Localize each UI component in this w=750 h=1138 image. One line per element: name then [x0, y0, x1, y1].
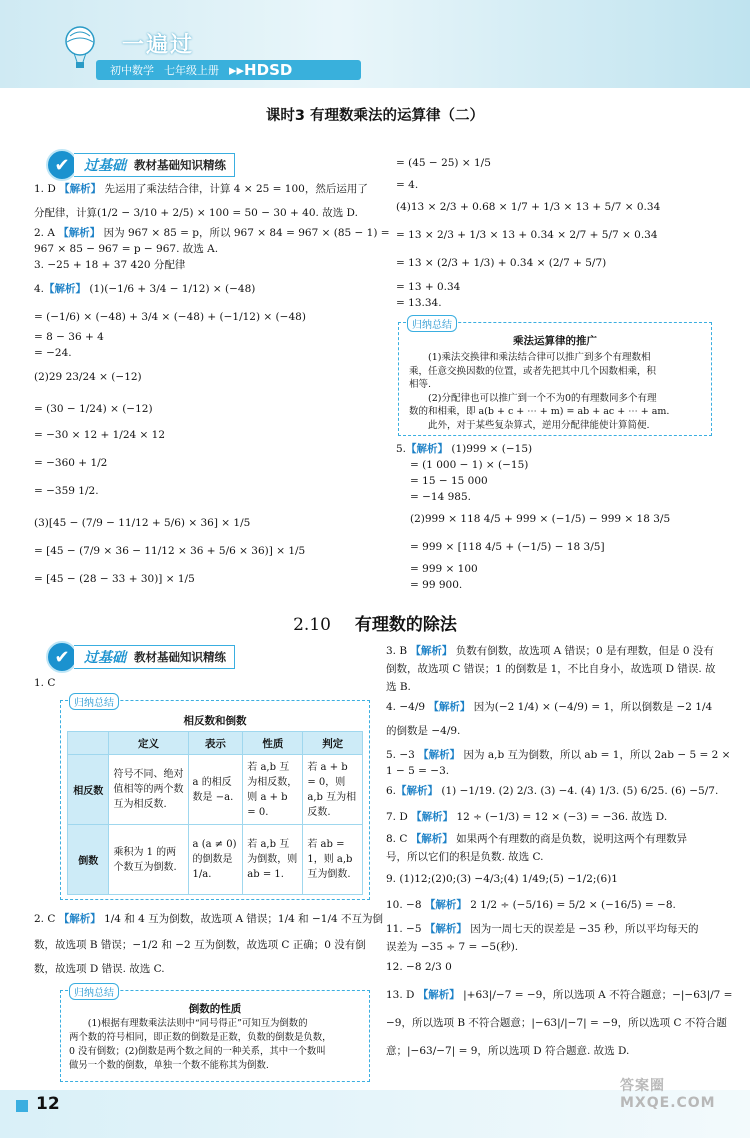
summary-box — [60, 990, 370, 1082]
analysis-tag: 【解析】 — [417, 989, 460, 1001]
answer-line: 5. −3 【解析】 因为 a,b 互为倒数，所以 ab = 1，所以 2ab − 5 = 2 × — [386, 749, 731, 761]
checkmark-icon: ✔ — [46, 149, 78, 181]
answer-line: = (45 − 25) × 1/5 — [396, 157, 491, 169]
answer-line: (2)999 × 118 4/5 + 999 × (−1/5) − 999 × 18 3/5 — [410, 513, 671, 525]
table-header-row — [68, 732, 363, 755]
summary-tag: 归纳总结 — [69, 693, 119, 710]
answer-line: = 15 − 15 000 — [410, 475, 488, 487]
answer-line: 13. D 【解析】 |+63|/−7 = −9，所以选项 A 不符合题意；−|−63|/7 = — [386, 989, 733, 1001]
analysis-tag: 【解析】 — [58, 227, 101, 239]
analysis-tag: 【解析】 — [59, 183, 102, 195]
summary-line: (1)根据有理数乘法法则中“同号得正”可知互为倒数的 — [87, 1018, 308, 1029]
answer-line: 11. −5 【解析】 因为一周七天的误差是 −35 秒，所以平均每天的 — [386, 923, 699, 935]
analysis-tag: 【解析】 — [424, 899, 467, 911]
answer-line: 9. (1)12;(2)0;(3) −4/3;(4) 1/49;(5) −1/2;(6)1 — [386, 873, 618, 885]
analysis-tag: 【解析】 — [410, 833, 453, 845]
answer-line: 1 − 5 = −3. — [386, 765, 450, 777]
answer-line: 12. −8 2/3 0 — [386, 961, 452, 973]
summary-tag: 归纳总结 — [407, 315, 457, 332]
answer-line: 4.【解析】 (1)(−1/6 + 3/4 − 1/12) × (−48) — [34, 283, 256, 295]
section-badge — [46, 150, 235, 180]
table-cell: 倒数 — [68, 825, 109, 895]
answer-line: 2. C 【解析】 1/4 和 4 互为倒数，故选项 A 错误；1/4 和 −1/4 不互为倒 — [34, 913, 384, 925]
summary-line: 0 没有倒数；(2)倒数是两个数之间的一种关系，其中一个数叫 — [69, 1046, 326, 1057]
answer-line: 分配律，计算(1/2 − 3/10 + 2/5) × 100 = 50 − 30 + 40. 故选 D. — [34, 207, 358, 219]
answer-line: 数，故选项 B 错误；−1/2 和 −2 互为倒数，故选项 C 正确；0 没有倒 — [34, 939, 366, 951]
answer-line: = 4. — [396, 179, 419, 191]
answer-line: 4. −4/9 【解析】 因为(−2 1/4) × (−4/9) = 1，所以倒数是 −2 1/4 — [386, 701, 713, 713]
table-caption: 相反数和倒数 — [183, 715, 247, 727]
answer-line: 7. D 【解析】 12 ÷ (−1/3) = 12 × (−3) = −36. 故选 D. — [386, 811, 668, 823]
table-cell: 符号不同、绝对值相等的两个数互为相反数. — [109, 755, 188, 825]
summary-line: 做另一个数的倒数，单独一个数不能称其为倒数. — [69, 1060, 269, 1071]
answer-line: 3. B 【解析】 负数有倒数，故选项 A 错误；0 是有理数，但是 0 没有 — [386, 645, 714, 657]
book-logo — [62, 26, 362, 79]
watermark: 答案圈 MXQE.COM — [620, 1078, 716, 1111]
section-number: 2.10 — [293, 615, 331, 635]
table-cell: a 的相反数是 −a. — [188, 755, 243, 825]
answer-line: = 999 × [118 4/5 + (−1/5) − 18 3/5] — [410, 541, 605, 553]
answer-line: 8. C 【解析】 如果两个有理数的商是负数，说明这两个有理数异 — [386, 833, 688, 845]
lesson-title: 课时3 有理数乘法的运算律（二） — [265, 108, 485, 124]
badge-label-b: 教材基础知识精练 — [134, 158, 226, 172]
answer-line: 2. A 【解析】 因为 967 × 85 = p，所以 967 × 84 = 967 × (85 − 1) = — [34, 227, 390, 239]
answer-line: −9，所以选项 B 不符合题意；|−63|/|−7| = −9，所以选项 C 不符合题 — [386, 1017, 727, 1029]
summary-heading: 倒数的性质 — [188, 1003, 242, 1015]
answer-line: = −24. — [34, 347, 72, 359]
answer-line: = [45 − (7/9 × 36 − 11/12 × 36 + 5/6 × 36)] × 1/5 — [34, 545, 306, 557]
summary-heading: 乘法运算律的推广 — [513, 335, 597, 347]
answer-line: = 13 × 2/3 + 1/3 × 13 + 0.34 × 2/7 + 5/7 × 0.34 — [396, 229, 658, 241]
summary-line: 相等. — [409, 379, 432, 390]
page-marker-icon — [16, 1100, 28, 1112]
summary-line: 两个数的符号相同，即正数的倒数是正数，负数的倒数是负数， — [69, 1032, 332, 1043]
answer-line: 意；|−63/−7| = 9，所以选项 D 符合题意. 故选 D. — [386, 1045, 630, 1057]
hot-air-balloon-icon — [62, 26, 98, 70]
checkmark-icon: ✔ — [46, 641, 78, 673]
answer-line: 号，所以它们的积是负数. 故选 C. — [386, 851, 544, 863]
section-title — [0, 610, 750, 635]
answer-line: 倒数，故选项 C 错误；1 的倒数是 1，不比自身小，故选项 D 错误. 故 — [386, 663, 716, 675]
table-row — [68, 825, 363, 895]
analysis-tag: 【解析】 — [396, 785, 439, 797]
analysis-tag: 【解析】 — [424, 923, 467, 935]
answer-line: 1. D 【解析】 先运用了乘法结合律，计算 4 × 25 = 100，然后运用了 — [34, 183, 368, 195]
summary-tag: 归纳总结 — [69, 983, 119, 1000]
answer-line: = 999 × 100 — [410, 563, 478, 575]
table-header — [68, 732, 109, 755]
table-cell: 乘积为 1 的两个数互为倒数. — [109, 825, 188, 895]
logo-title: 一遍过 — [122, 33, 195, 58]
table-header: 表示 — [188, 732, 243, 755]
summary-line: 此外，对于某些复杂算式，逆用分配律能使计算简便. — [428, 419, 650, 431]
analysis-tag: 【解析】 — [428, 701, 471, 713]
summary-line: 乘，任意交换因数的位置，或者先把其中几个因数相乘，积 — [409, 365, 657, 377]
table-header: 定义 — [109, 732, 188, 755]
answer-line: = (−1/6) × (−48) + 3/4 × (−48) + (−1/12) × (−48) — [34, 311, 306, 323]
answer-line: = 13.34. — [396, 297, 442, 309]
answer-line: 的倒数是 −4/9. — [386, 725, 461, 737]
analysis-tag: 【解析】 — [418, 749, 461, 761]
answer-line: (3)[45 − (7/9 − 11/12 + 5/6) × 36] × 1/5 — [34, 517, 251, 529]
answer-line: 误差为 −35 ÷ 7 = −5(秒). — [386, 941, 519, 953]
table-header: 判定 — [303, 732, 363, 755]
answer-line: = −360 + 1/2 — [34, 457, 108, 469]
table-cell: 相反数 — [68, 755, 109, 825]
badge-label-a: 过基础 — [84, 158, 126, 174]
badge-label-a: 过基础 — [84, 650, 126, 666]
answer-line: = [45 − (28 − 33 + 30)] × 1/5 — [34, 573, 195, 585]
answer-line: = (30 − 1/24) × (−12) — [34, 403, 153, 415]
answer-line: = (1 000 − 1) × (−15) — [410, 459, 529, 471]
summary-body — [69, 1017, 365, 1073]
answer-line: = 13 + 0.34 — [396, 281, 461, 293]
reciprocal-table-box — [60, 700, 370, 900]
answer-line: = 13 × (2/3 + 1/3) + 0.34 × (2/7 + 5/7) — [396, 257, 607, 269]
subject-label: 初中数学 — [110, 64, 154, 77]
brand-label: ▸▸HDSD — [229, 61, 293, 79]
answer-line: (4)13 × 2/3 + 0.68 × 1/7 + 1/3 × 13 + 5/7 × 0.34 — [396, 201, 661, 213]
summary-body — [409, 351, 705, 432]
summary-line: 数的和相乘，即 a(b + c + ⋯ + m) = ab + ac + ⋯ + am. — [409, 406, 670, 417]
summary-box — [398, 322, 712, 436]
answer-line: = −30 × 12 + 1/24 × 12 — [34, 429, 166, 441]
analysis-tag: 【解析】 — [44, 283, 87, 295]
answer-line: 数，故选项 D 错误. 故选 C. — [34, 963, 165, 975]
analysis-tag: 【解析】 — [406, 443, 449, 455]
badge-strip — [74, 153, 235, 177]
answer-line: = −14 985. — [410, 491, 472, 503]
analysis-tag: 【解析】 — [58, 913, 101, 925]
page-header — [0, 0, 750, 88]
section-badge — [46, 642, 235, 672]
table-cell: a (a ≠ 0) 的倒数是 1/a. — [188, 825, 243, 895]
table-row — [68, 755, 363, 825]
reciprocal-table — [67, 731, 363, 895]
answer-line: 967 × 85 − 967 = p − 967. 故选 A. — [34, 243, 219, 255]
grade-label: 七年级上册 — [164, 64, 219, 77]
answer-line: = 99 900. — [410, 579, 463, 591]
answer-line: 3. −25 + 18 + 37 420 分配律 — [34, 259, 186, 271]
table-cell: 若 ab = 1，则 a,b 互为倒数. — [303, 825, 363, 895]
analysis-tag: 【解析】 — [410, 645, 453, 657]
answer-line: = −359 1/2. — [34, 485, 99, 497]
answer-line: (2)29 23/24 × (−12) — [34, 371, 142, 383]
summary-line: (1)乘法交换律和乘法结合律可以推广到多个有理数相 — [428, 352, 651, 363]
analysis-tag: 【解析】 — [411, 811, 454, 823]
table-cell: 若 a,b 互为相反数，则 a + b = 0. — [243, 755, 303, 825]
badge-label-b: 教材基础知识精练 — [134, 650, 226, 664]
badge-strip — [74, 645, 235, 669]
answer-line: 6.【解析】 (1) −1/19. (2) 2/3. (3) −4. (4) 1/3. (5) 6/25. (6) −5/7. — [386, 785, 719, 797]
answer-line: 选 B. — [386, 681, 411, 693]
section-name: 有理数的除法 — [354, 615, 457, 635]
page-number: 12 — [36, 1094, 60, 1114]
summary-line: (2)分配律也可以推广到一个不为0的有理数同多个有理 — [428, 392, 657, 404]
answer-line: 10. −8 【解析】 2 1/2 ÷ (−5/16) = 5/2 × (−16/5) = −8. — [386, 899, 676, 911]
table-cell: 若 a,b 互为倒数，则 ab = 1. — [243, 825, 303, 895]
answer-line: 5.【解析】 (1)999 × (−15) — [396, 443, 533, 455]
logo-strip — [96, 60, 361, 80]
answer-line: = 8 − 36 + 4 — [34, 331, 104, 343]
table-header: 性质 — [243, 732, 303, 755]
table-cell: 若 a + b = 0，则 a,b 互为相反数. — [303, 755, 363, 825]
answer-line: 1. C — [34, 677, 56, 689]
